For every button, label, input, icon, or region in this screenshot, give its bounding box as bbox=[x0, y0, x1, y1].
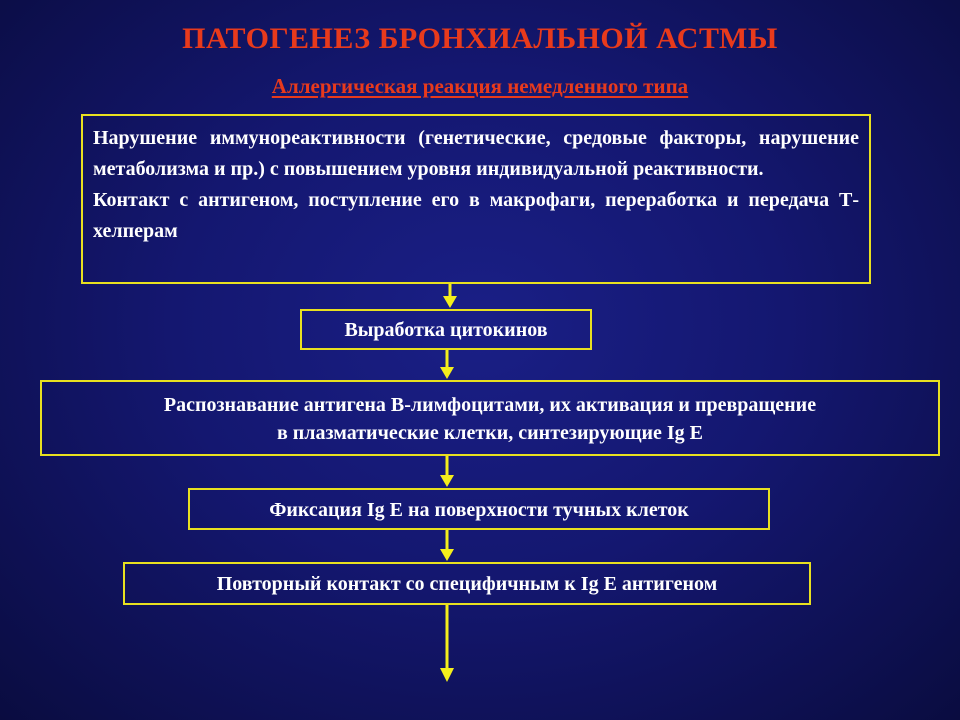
slide-title: ПАТОГЕНЕЗ БРОНХИАЛЬНОЙ АСТМЫ bbox=[182, 22, 778, 55]
step-4-text: Фиксация Ig E на поверхности тучных клеток bbox=[269, 499, 689, 521]
arrowhead-1 bbox=[443, 296, 457, 308]
step-ige-fixation-box bbox=[188, 488, 770, 530]
step-5-text: Повторный контакт со специфичным к Ig E антигеном bbox=[216, 573, 718, 595]
step-repeat-contact-box bbox=[123, 562, 811, 605]
step-b-lymphocytes-box bbox=[40, 380, 940, 456]
step-1-paragraph-1: Нарушение иммунореактивности (генетические, средовые факторы, нарушение метаболизма и пр.) с повышением уровня индивидуальной реактивности. bbox=[93, 127, 859, 180]
step-3-line-2: в плазматические клетки, синтезирующие Ig E bbox=[276, 422, 704, 444]
arrowhead-3 bbox=[440, 475, 454, 487]
step-3-line-1: Распознавание антигена В-лимфоцитами, их активация и превращение bbox=[163, 394, 817, 416]
arrowhead-5 bbox=[440, 668, 454, 682]
step-2-text: Выработка цитокинов bbox=[344, 319, 548, 341]
step-cytokines-box bbox=[300, 309, 592, 350]
subtitle-text: Аллергическая реакция немедленного типа bbox=[271, 74, 689, 98]
arrowhead-4 bbox=[440, 549, 454, 561]
arrowhead-2 bbox=[440, 367, 454, 379]
step-1-paragraph-2: Контакт с антигеном, поступление его в макрофаги, переработка и передача Т-хелперам bbox=[93, 189, 859, 242]
step-immunoreactivity-box bbox=[81, 114, 871, 284]
